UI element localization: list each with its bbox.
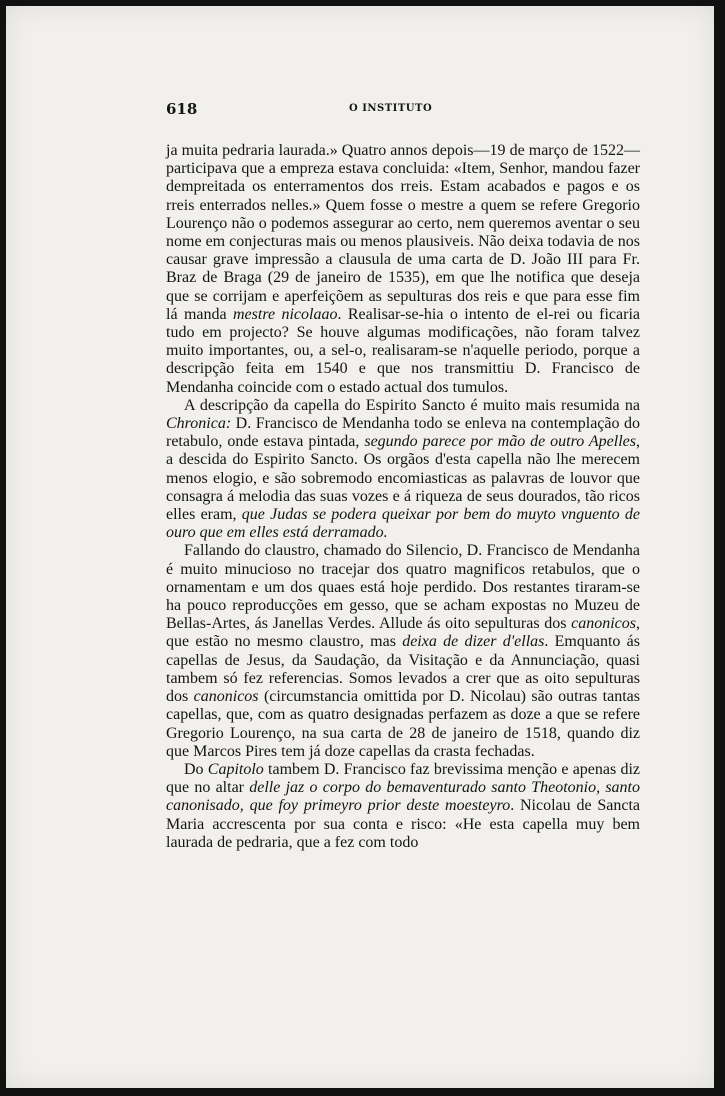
italic-text-run: deixa de dizer d'ellas <box>402 633 545 651</box>
italic-text-run: Capitolo <box>207 760 264 778</box>
text-run: Fallando do claustro, chamado do Silencio, D. Francisco de Mendanha é muito minucioso no tracejar dos quatro magnificos retabulos, que o ornamentam e um dos quaes está hoje perdido. Dos restantes tiraram-se ha pouco reproducções em gesso, que se acham expostas no Muzeu de Bellas-Artes, ás Janellas Verdes. Allude ás oito sepulturas dos <box>166 542 640 633</box>
italic-text-run: que Judas se podera queixar por bem do muyto vnguento de ouro que em elles está derramado. <box>166 506 640 542</box>
page-header <box>166 100 640 120</box>
text-run: ja muita pedraria laurada.» Quatro annos depois—19 de março de 1522—participava que a empreza estava concluida: «Item, Senhor, mandou fazer dempreitada os enterramentos dos rreis. Estam acabados e pagos e os rreis enterrados nelles.» Quem fosse o mestre a quem se refere Gregorio Lourenço não o podemos assegurar ao certo, nem queremos aventar o seu nome em conjecturas mais ou menos plausiveis. Não deixa todavia de nos causar grave impressão a clausula de uma carta de D. João III para Fr. Braz de Braga (29 de janeiro de 1535), em que lhe notifica que deseja que se corrijam e aperfeiçõem as sepulturas dos reis e que para esse fim lá manda <box>166 142 640 323</box>
paragraph <box>166 761 640 852</box>
text-run: tambem D. Francisco faz brevissima menção e apenas diz que no altar <box>166 760 640 797</box>
paragraph <box>166 397 640 543</box>
italic-text-run: delle jaz o corpo do bemaventurado santo Theotonio, santo canonisado, que foy primeyro prior deste moesteyro <box>166 779 641 815</box>
text-run: , que estão no mesmo claustro, mas <box>166 615 640 651</box>
italic-text-run: mestre nicolaao <box>233 305 338 323</box>
book-page <box>6 6 714 1088</box>
text-run: Do <box>184 760 208 778</box>
text-run: . Realisar-se-hia o intento de el-rei ou ficaria tudo em projecto? Se houve algumas modificações, não foram talvez muito importantes, ou, a sel-o, realisaram-se n'aquelle periodo, porque a descripção feita em 1540 e que nos transmittiu D. Francisco de Mendanha coincide com o estado actual dos tumulos. <box>166 305 640 396</box>
paragraph <box>166 142 640 397</box>
italic-text-run: canonicos <box>571 615 636 633</box>
italic-text-run: segundo parece por mão de outro Apelles <box>364 433 636 451</box>
text-run: A descripção da capella do Espirito Sancto é muito mais resumida na <box>184 396 640 414</box>
text-run: (circumstancia omittida por D. Nicolau) são outras tantas capellas, que, com as quatro designadas perfazem as doze a que se refere Gregorio Lourenço, na sua carta de 28 de janeiro de 1518, quando diz que Marcos Pires tem já doze capellas da crasta fechadas. <box>166 688 641 760</box>
text-run: . Emquanto ás capellas de Jesus, da Saudação, da Visitação e da Annunciação, quasi tambem só fez referencias. Somos levados a crer que as oito sepulturas dos <box>166 633 641 706</box>
italic-text-run: canonicos <box>193 688 259 706</box>
text-run: D. Francisco de Mendanha todo se enleva na contemplação do retabulo, onde estava pintada, <box>166 415 640 451</box>
running-title: O INSTITUTO <box>349 103 433 114</box>
italic-text-run: Chronica: <box>166 415 232 433</box>
paragraph <box>166 542 640 760</box>
body-text <box>166 142 640 852</box>
text-run: , a descida do Espirito Sancto. Os orgãos d'esta capella não lhe merecem menos elogio, e são sobremodo encomiasticas as palavras de louvor que consagra á melodia das suas vozes e á riqueza de seus dourados, tão ricos elles eram, <box>166 433 640 524</box>
page-number: 618 <box>166 100 198 118</box>
text-run: . Nicolau de Sancta Maria accrescenta por sua conta e risco: «He esta capella muy bem laurada de pedraria, que a fez com todo <box>166 797 640 851</box>
